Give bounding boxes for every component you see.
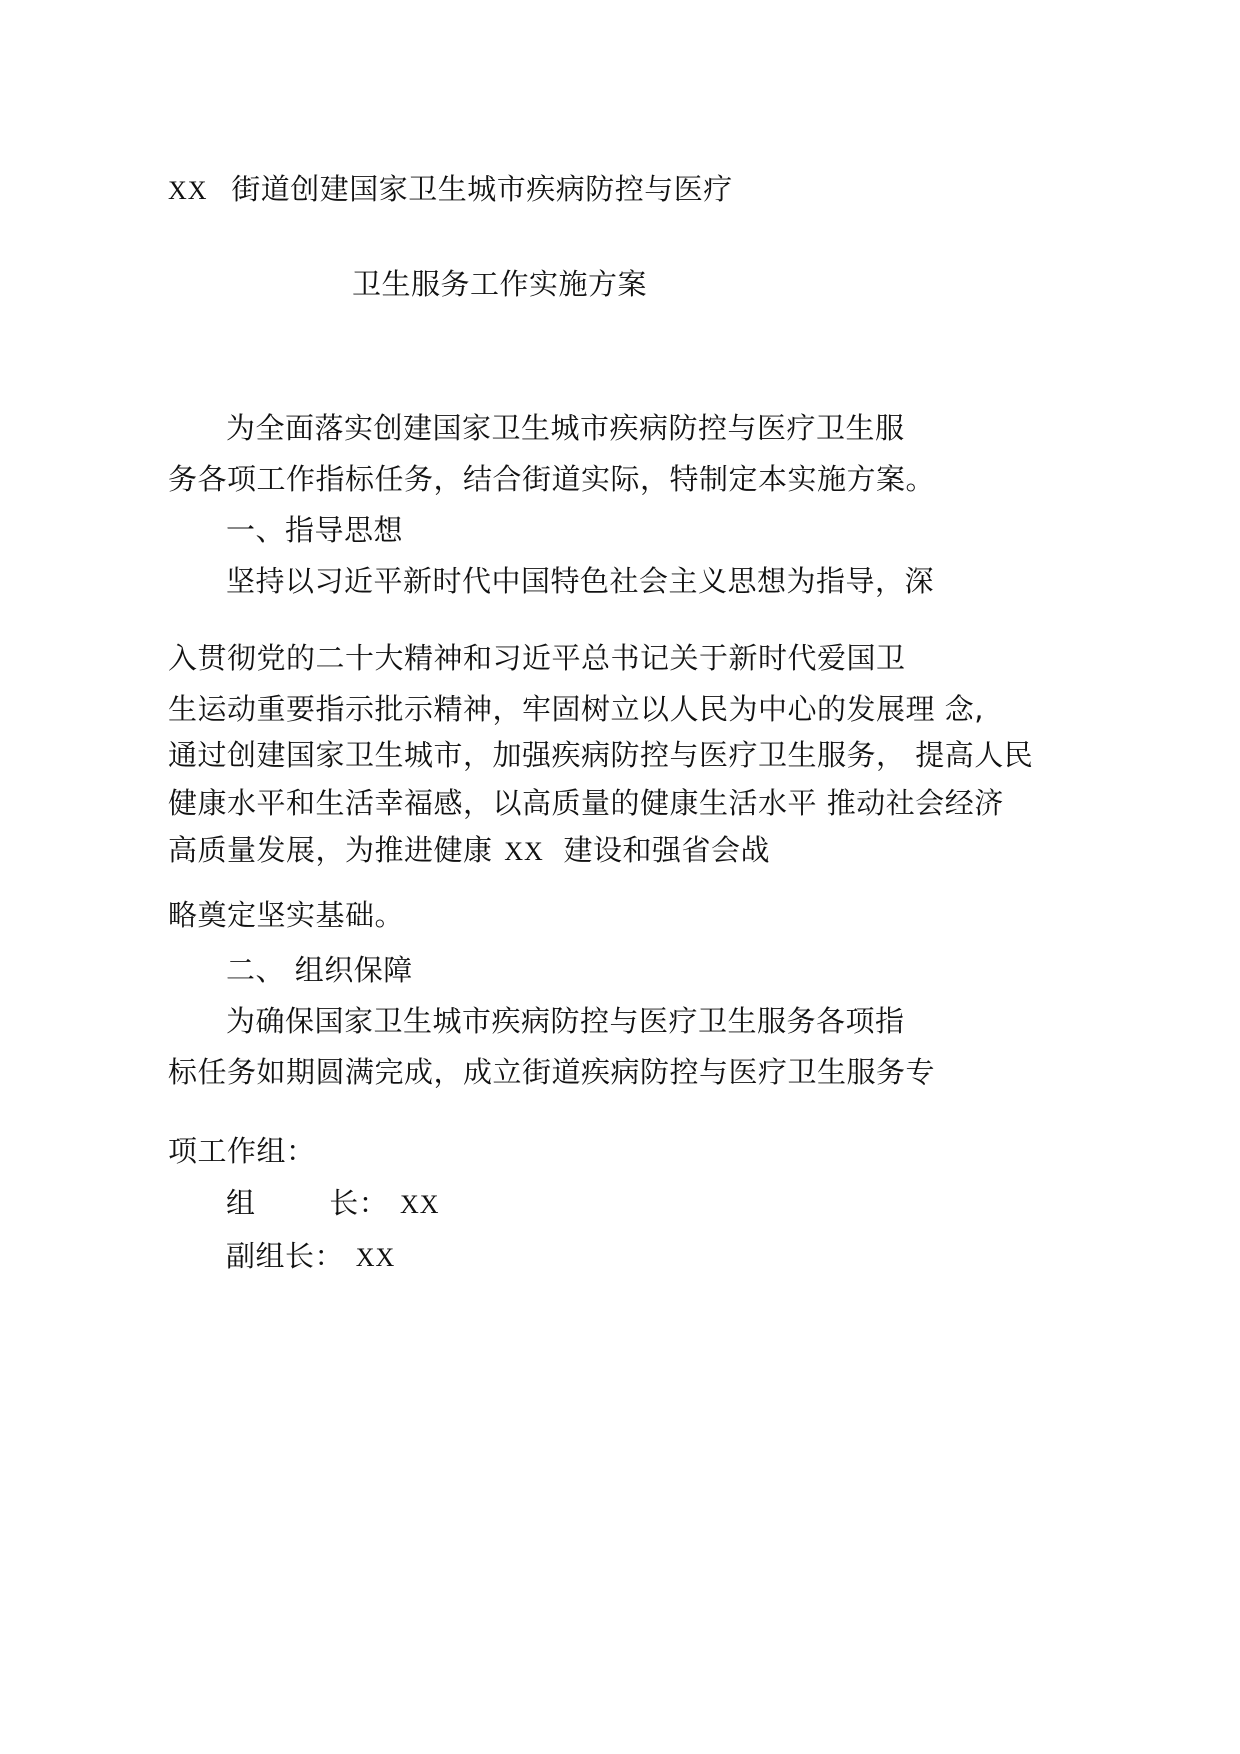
intro-paragraph-line2: 务各项工作指标任务，结合街道实际，特制定本实施方案。 (168, 462, 936, 496)
section1-line6-text-a: 高质量发展，为推进健康 (168, 833, 493, 867)
title-xx-placeholder: XX (168, 176, 208, 205)
leader-row (226, 1185, 440, 1223)
deputy-leader-row (226, 1238, 395, 1276)
leader-value: XX (399, 1190, 440, 1219)
deputy-leader-value: XX (355, 1243, 396, 1272)
intro-paragraph-line1: 为全面落实创建国家卫生城市疾病防控与医疗卫生服 (226, 411, 905, 445)
leader-label-part2: 长： (329, 1186, 389, 1220)
section1-line4: 通过创建国家卫生城市，加强疾病防控与医疗卫生服务， 提高人民 (168, 738, 1034, 772)
section1-line2: 入贯彻党的二十大精神和习近平总书记关于新时代爱国卫 (168, 641, 906, 675)
section1-line3: 生运动重要指示批示精神，牢固树立以人民为中心的发展理 念, (168, 692, 984, 726)
section1-line5: 健康水平和生活幸福感，以高质量的健康生活水平 推动社会经济 (168, 786, 1004, 820)
section2-line1: 为确保国家卫生城市疾病防控与医疗卫生服务各项指 (226, 1004, 905, 1038)
section2-line3: 项工作组： (168, 1134, 316, 1168)
section2-heading: 二、 组织保障 (226, 953, 413, 987)
document-title-line2: 卫生服务工作实施方案 (352, 267, 648, 301)
section2-line2: 标任务如期圆满完成，成立街道疾病防控与医疗卫生服务专 (168, 1055, 936, 1089)
leader-label-part1: 组 (226, 1186, 256, 1220)
section1-line6-text-b: 建设和强省会战 (563, 833, 771, 867)
section1-heading: 一、指导思想 (226, 513, 404, 547)
deputy-leader-label: 副组长： (226, 1239, 345, 1273)
section1-line7: 略奠定坚实基础。 (168, 898, 405, 932)
section1-xx-placeholder: XX (504, 837, 544, 866)
section1-line1: 坚持以习近平新时代中国特色社会主义思想为指导，深 (226, 564, 935, 598)
title-line1-text: 街道创建国家卫生城市疾病防控与医疗 (231, 172, 733, 206)
section1-line6 (168, 832, 770, 870)
document-title-line1 (168, 171, 733, 209)
